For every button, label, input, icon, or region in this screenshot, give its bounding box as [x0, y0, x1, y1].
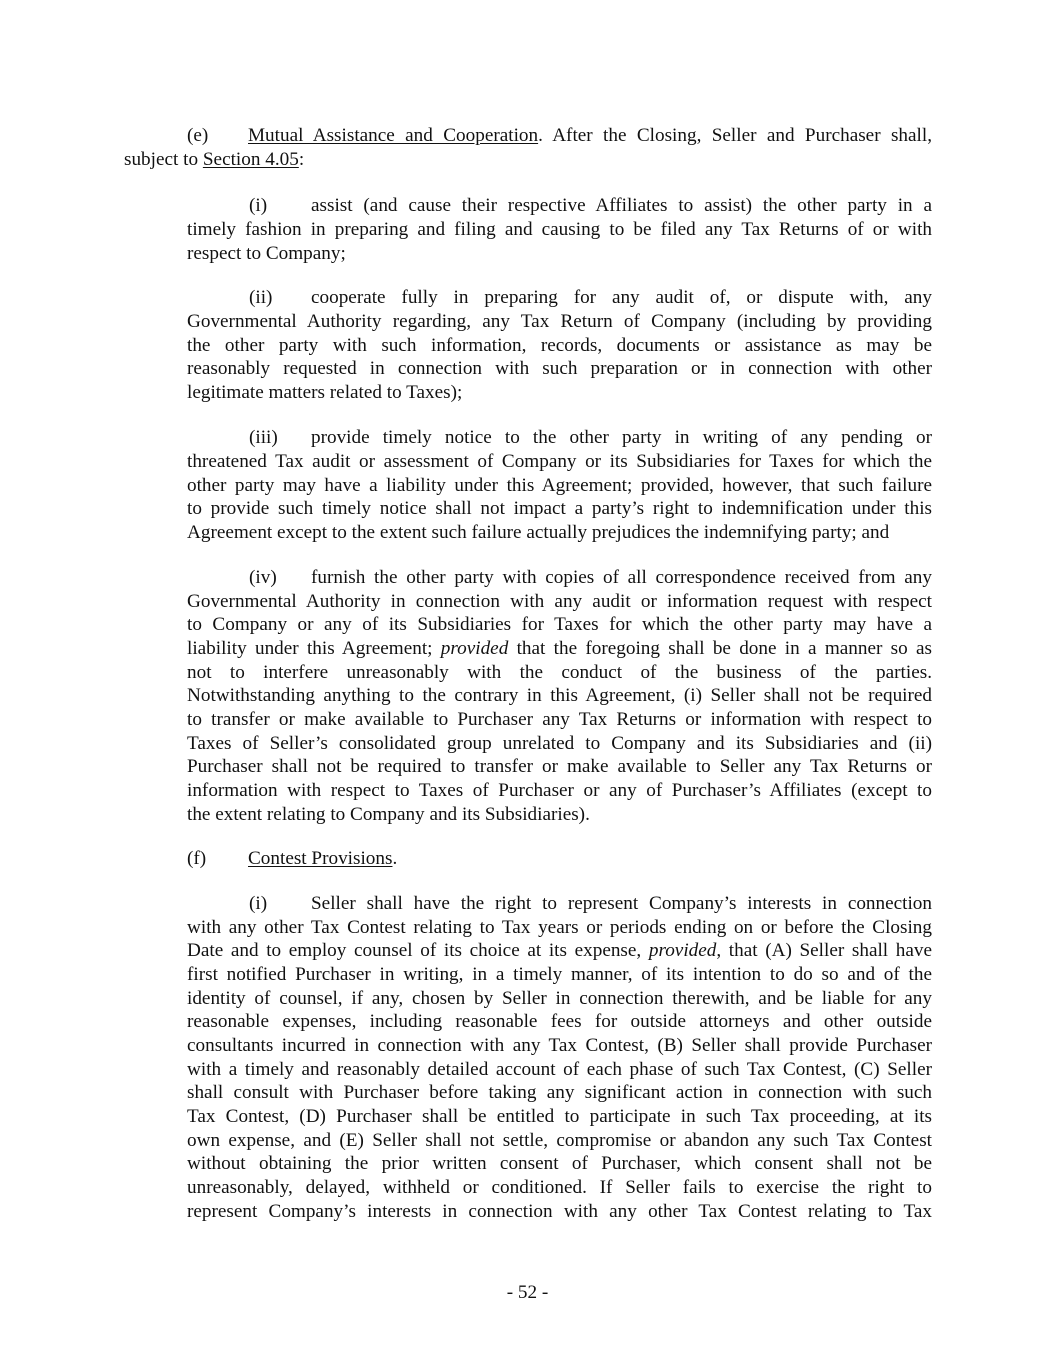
item-f-i-label: (i): [249, 893, 268, 914]
item-e-iv-line-10: information with respect to Taxes of Purchaser or any of Purchaser’s Affiliates (except to: [187, 780, 932, 801]
item-e-ii-line-1: (ii) cooperate fully in preparing for any audit of, or dispute with, any: [249, 287, 932, 308]
item-e-iii-line-4: to provide such timely notice shall not impact a party’s right to indemnification under this: [187, 498, 932, 519]
item-e-i-line-3: respect to Company;: [187, 243, 346, 264]
item-f-i-line-13: unreasonably, delayed, withheld or conditioned. If Seller fails to exercise the right to: [187, 1177, 932, 1198]
italic-provided: provided: [648, 940, 717, 961]
item-e-iv-line-4: liability under this Agreement; provided that the foregoing shall be done in a manner so as: [187, 638, 932, 659]
item-f-i-line-5: identity of counsel, if any, chosen by Seller in connection therewith, and be liable for any: [187, 988, 932, 1009]
section-e-label: (e): [187, 125, 209, 146]
section-ref-link[interactable]: Section 4.05: [202, 149, 299, 170]
item-e-iv-label: (iv): [249, 567, 277, 588]
item-f-i-line-7: consultants incurred in connection with any Tax Contest, (B) Seller shall provide Purchaser: [187, 1035, 932, 1056]
item-e-iii-line-5: Agreement except to the extent such failure actually prejudices the indemnifying party; and: [187, 522, 890, 543]
item-e-iv-line-9: Purchaser shall not be required to transfer or make available to Seller any Tax Returns or: [187, 756, 932, 777]
section-e-intro: . After the Closing, Seller and Purchaser shall,: [538, 125, 932, 146]
item-f-i-line-4: first notified Purchaser in writing, in a timely manner, of its intention to do so and of the: [187, 964, 932, 985]
section-f-label: (f): [187, 848, 207, 869]
item-e-iv-line-7: to transfer or make available to Purchaser any Tax Returns or information with respect to: [187, 709, 932, 730]
item-e-iii-line-2: threatened Tax audit or assessment of Company or its Subsidiaries for Taxes for which the: [187, 451, 932, 472]
item-f-i-line-3: Date and to employ counsel of its choice at its expense, provided, that (A) Seller shall have: [187, 940, 932, 961]
item-f-i-line-12: without obtaining the prior written consent of Purchaser, which consent shall not be: [187, 1153, 932, 1174]
item-e-iii-line-1: (iii) provide timely notice to the other party in writing of any pending or: [249, 427, 932, 448]
item-e-iv-line-6: Notwithstanding anything to the contrary in this Agreement, (i) Seller shall not be required: [187, 685, 932, 706]
item-e-ii-line-2: Governmental Authority regarding, any Tax Return of Company (including by providing: [187, 311, 932, 332]
item-e-iii-label: (iii): [249, 427, 278, 448]
item-e-i-label: (i): [249, 195, 268, 216]
item-f-i-line-9: shall consult with Purchaser before taking any significant action in connection with such: [187, 1082, 932, 1103]
item-f-i-line-2: with any other Tax Contest relating to Tax years or periods ending on or before the Closing: [187, 917, 932, 938]
item-e-iv-line-3: to Company or any of its Subsidiaries for Taxes for which the other party may have a: [187, 614, 932, 635]
section-f-heading: Contest Provisions: [248, 848, 393, 869]
item-e-iv-line-11: the extent relating to Company and its Subsidiaries).: [187, 804, 590, 825]
item-e-iv-line-5: not to interfere unreasonably with the conduct of the business of the parties.: [187, 662, 932, 683]
item-f-i-line-11: own expense, and (E) Seller shall not settle, compromise or abandon any such Tax Contest: [187, 1130, 932, 1151]
item-f-i-line-14: represent Company’s interests in connection with any other Tax Contest relating to Tax: [187, 1201, 932, 1222]
italic-provided: provided: [440, 638, 509, 659]
section-e-heading: Mutual Assistance and Cooperation: [248, 125, 539, 146]
item-e-ii-line-5: legitimate matters related to Taxes);: [187, 382, 463, 403]
section-e-line-2: subject to Section 4.05:: [124, 149, 305, 170]
item-e-i-line-1: (i) assist (and cause their respective Affiliates to assist) the other party in a: [249, 195, 932, 216]
section-e-line-1: [187, 124, 932, 148]
item-e-iii-line-3: other party may have a liability under this Agreement; provided, however, that such failure: [187, 475, 932, 496]
item-e-i-line-2: timely fashion in preparing and filing and causing to be filed any Tax Returns of or with: [187, 219, 932, 240]
item-e-ii-line-4: reasonably requested in connection with such preparation or in connection with other: [187, 358, 932, 379]
item-e-iv-line-8: Taxes of Seller’s consolidated group unrelated to Company and its Subsidiaries and (ii): [187, 733, 932, 754]
section-f-heading-line: (f) Contest Provisions.: [187, 848, 398, 869]
item-e-ii-line-3: the other party with such information, records, documents or assistance as may be: [187, 335, 932, 356]
item-f-i-line-10: Tax Contest, (D) Purchaser shall be entitled to participate in such Tax proceeding, at its: [187, 1106, 932, 1127]
item-f-i-line-6: reasonable expenses, including reasonable fees for outside attorneys and other outside: [187, 1011, 932, 1032]
item-f-i-line-8: with a timely and reasonably detailed account of each phase of such Tax Contest, (C) Seller: [187, 1059, 932, 1080]
item-e-iv-line-1: (iv) furnish the other party with copies of all correspondence received from any: [249, 567, 932, 588]
item-f-i-line-1: (i) Seller shall have the right to represent Company’s interests in connection: [249, 893, 932, 914]
page-number: - 52 -: [506, 1282, 549, 1303]
item-e-ii-label: (ii): [249, 287, 273, 308]
item-e-iv-line-2: Governmental Authority in connection with any audit or information request with respect: [187, 591, 932, 612]
